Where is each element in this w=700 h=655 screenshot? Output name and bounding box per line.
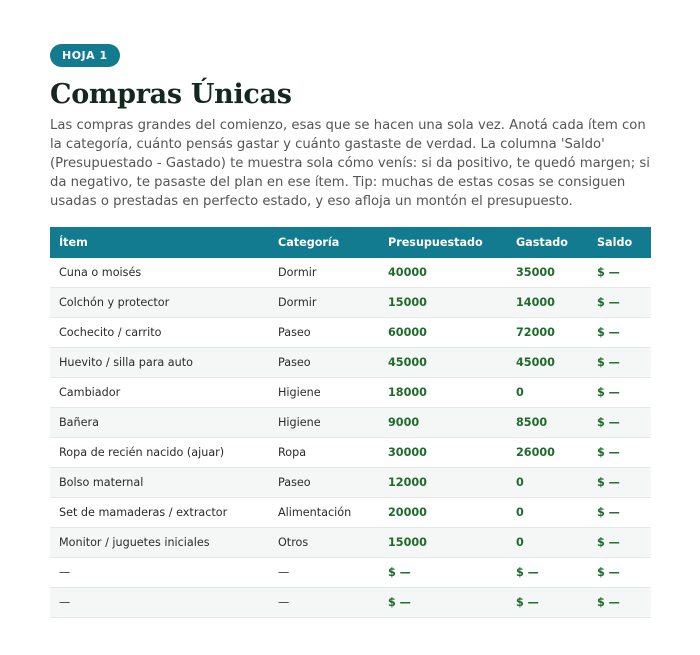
cell-spent[interactable]: 0 (507, 528, 588, 558)
table-row (50, 588, 651, 618)
cell-spent[interactable]: 45000 (507, 348, 588, 378)
cell-category[interactable]: Alimentación (269, 498, 379, 528)
cell-budgeted[interactable]: 18000 (379, 378, 507, 408)
cell-spent[interactable]: 26000 (507, 438, 588, 468)
header-category: Categoría (278, 236, 340, 249)
cell-category[interactable]: Higiene (269, 408, 379, 438)
cell-budgeted[interactable]: $ — (379, 558, 507, 588)
purchases-table (50, 227, 651, 618)
cell-budgeted[interactable]: 30000 (379, 438, 507, 468)
cell-budgeted[interactable]: 40000 (379, 258, 507, 288)
cell-category[interactable]: Otros (269, 528, 379, 558)
cell-spent[interactable]: $ — (507, 558, 588, 588)
cell-item[interactable]: Bañera (50, 408, 269, 438)
cell-balance: $ — (588, 498, 651, 528)
cell-spent[interactable]: 35000 (507, 258, 588, 288)
cell-balance: $ — (588, 558, 651, 588)
cell-budgeted[interactable]: 15000 (379, 528, 507, 558)
cell-category[interactable]: Dormir (269, 288, 379, 318)
cell-budgeted[interactable]: $ — (379, 588, 507, 618)
cell-spent[interactable]: 8500 (507, 408, 588, 438)
table-header-row (50, 227, 651, 258)
cell-spent[interactable]: 14000 (507, 288, 588, 318)
cell-category[interactable]: Higiene (269, 378, 379, 408)
cell-item[interactable]: Bolso maternal (50, 468, 269, 498)
page-description: Las compras grandes del comienzo, esas que se hacen una sola vez. Anotá cada ítem con la categoría, cuánto pensás gastar y cuánto gastaste de verdad. La columna 'Saldo' (Presupuestado - Gastado) te muestra sola cómo venís: si da positivo, te quedó margen; si da negativo, te pasaste del plan en ese ítem. Tip: muchas de estas cosas se consiguen usadas o prestadas en perfecto estado, y eso afloja un montón el presupuesto. (50, 118, 650, 209)
header-balance: Saldo (597, 236, 633, 249)
header-budgeted: Presupuestado (388, 236, 483, 249)
cell-category[interactable]: — (269, 558, 379, 588)
table-row (50, 558, 651, 588)
cell-item[interactable]: Cambiador (50, 378, 269, 408)
cell-budgeted[interactable]: 12000 (379, 468, 507, 498)
cell-item[interactable]: Monitor / juguetes iniciales (50, 528, 269, 558)
cell-item[interactable]: Cuna o moisés (50, 258, 269, 288)
table-row (50, 288, 651, 318)
table-row (50, 318, 651, 348)
table-row (50, 528, 651, 558)
cell-spent[interactable]: 0 (507, 378, 588, 408)
header-item: Ítem (59, 236, 88, 249)
cell-category[interactable]: Dormir (269, 258, 379, 288)
cell-balance: $ — (588, 408, 651, 438)
cell-spent[interactable]: 72000 (507, 318, 588, 348)
table-row (50, 438, 651, 468)
cell-balance: $ — (588, 348, 651, 378)
cell-budgeted[interactable]: 20000 (379, 498, 507, 528)
cell-category[interactable]: Paseo (269, 318, 379, 348)
cell-balance: $ — (588, 468, 651, 498)
cell-spent[interactable]: $ — (507, 588, 588, 618)
cell-category[interactable]: — (269, 588, 379, 618)
cell-spent[interactable]: 0 (507, 468, 588, 498)
cell-balance: $ — (588, 378, 651, 408)
cell-item[interactable]: Colchón y protector (50, 288, 269, 318)
cell-balance: $ — (588, 258, 651, 288)
cell-category[interactable]: Paseo (269, 468, 379, 498)
cell-spent[interactable]: 0 (507, 498, 588, 528)
cell-category[interactable]: Ropa (269, 438, 379, 468)
cell-item[interactable]: — (50, 588, 269, 618)
cell-budgeted[interactable]: 45000 (379, 348, 507, 378)
cell-item[interactable]: — (50, 558, 269, 588)
cell-budgeted[interactable]: 15000 (379, 288, 507, 318)
cell-balance: $ — (588, 318, 651, 348)
cell-category[interactable]: Paseo (269, 348, 379, 378)
table-row (50, 408, 651, 438)
cell-balance: $ — (588, 528, 651, 558)
cell-item[interactable]: Cochecito / carrito (50, 318, 269, 348)
table-row (50, 498, 651, 528)
page-title: Compras Únicas (50, 79, 292, 110)
table-row (50, 468, 651, 498)
cell-item[interactable]: Huevito / silla para auto (50, 348, 269, 378)
cell-balance: $ — (588, 588, 651, 618)
cell-item[interactable]: Ropa de recién nacido (ajuar) (50, 438, 269, 468)
header-spent: Gastado (516, 236, 568, 249)
cell-item[interactable]: Set de mamaderas / extractor (50, 498, 269, 528)
cell-balance: $ — (588, 288, 651, 318)
cell-budgeted[interactable]: 60000 (379, 318, 507, 348)
table-row (50, 258, 651, 288)
sheet-badge: HOJA 1 (50, 44, 120, 67)
cell-budgeted[interactable]: 9000 (379, 408, 507, 438)
table-row (50, 348, 651, 378)
cell-balance: $ — (588, 438, 651, 468)
table-row (50, 378, 651, 408)
